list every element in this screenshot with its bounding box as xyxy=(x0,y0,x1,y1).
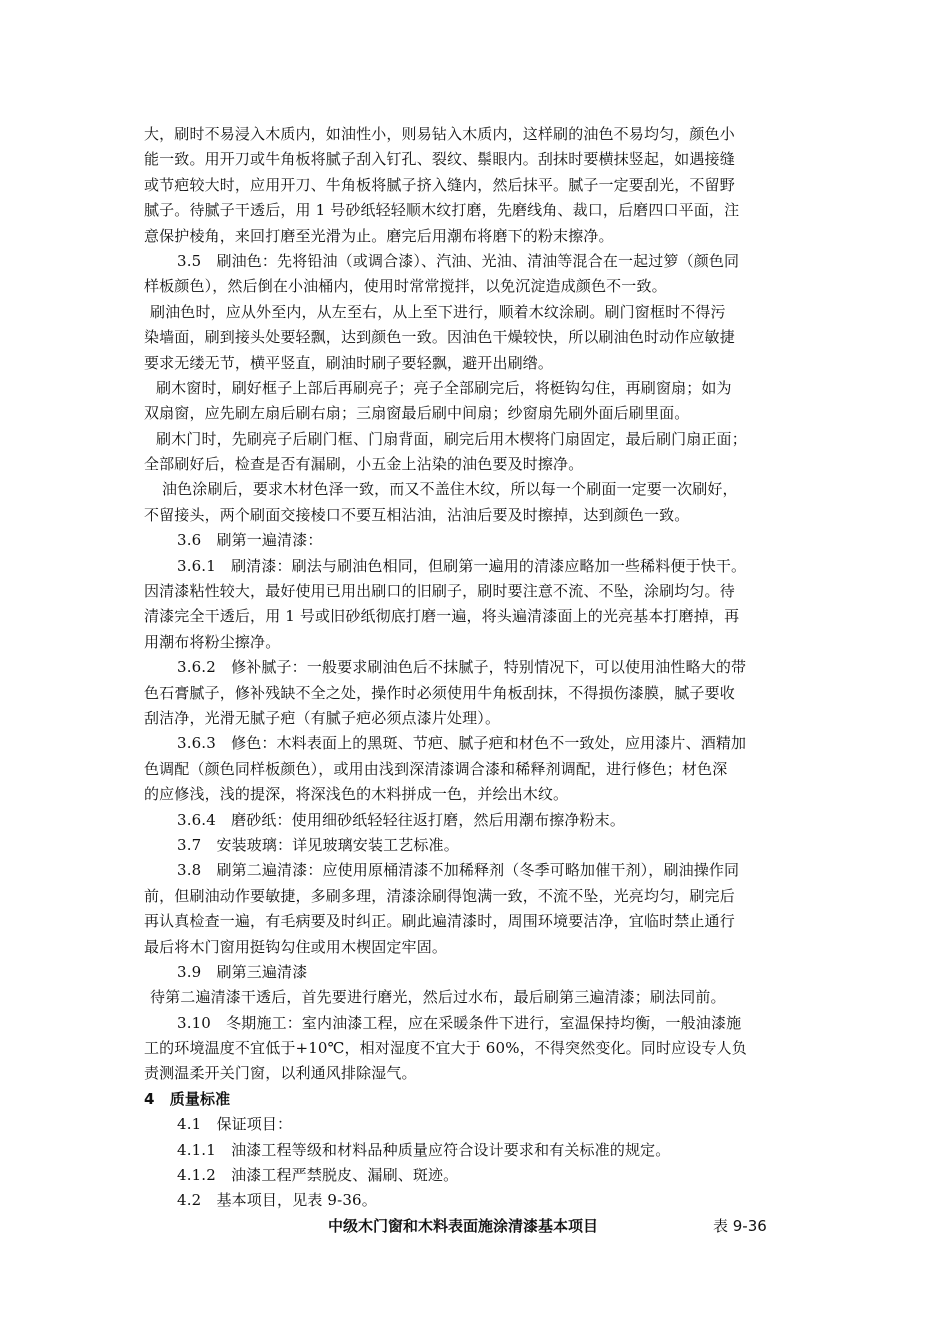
text-line: 油色涂刷后，要求木材色泽一致，而又不盖住木纹，所以每一个刷面一定要一次刷好， xyxy=(162,480,738,499)
text-line: 责测温柔开关门窗，以利通风排除湿气。 xyxy=(144,1064,417,1083)
text-line: 双扇窗，应先刷左扇后刷右扇；三扇窗最后刷中间扇；纱窗扇先刷外面后刷里面。 xyxy=(144,404,690,423)
text-line: 3.6 刷第一遍清漆： xyxy=(177,531,323,550)
text-line: 染墙面，刷到接头处要轻飘，达到颜色一致。因油色干燥较快，所以刷油色时动作应敏捷 xyxy=(144,328,735,347)
text-line: 因清漆粘性较大，最好使用已用出刷口的旧刷子，刷时要注意不流、不坠，涂刷均匀。待 xyxy=(144,582,735,601)
text-line: 3.6.1 刷清漆：刷法与刷油色相同，但刷第一遍用的清漆应略加一些稀料便于快干。 xyxy=(177,556,747,575)
text-line: 3.6.2 修补腻子：一般要求刷油色后不抹腻子，特别情况下，可以使用油性略大的带 xyxy=(177,658,747,677)
text-line: 清漆完全干透后，用 1 号或旧砂纸彻底打磨一遍，将头遍清漆面上的光亮基本打磨掉，再 xyxy=(144,607,740,626)
table-title: 中级木门窗和木料表面施涂清漆基本项目 xyxy=(328,1216,599,1235)
text-line: 3.9 刷第三遍清漆 xyxy=(177,962,308,981)
text-line: 4.1.1 油漆工程等级和材料品种质量应符合设计要求和有关标准的规定。 xyxy=(177,1140,671,1159)
text-line: 最后将木门窗用挺钩勾住或用木楔固定牢固。 xyxy=(144,937,448,956)
text-line: 用潮布将粉尘擦净。 xyxy=(144,632,281,651)
text-line: 3.6.3 修色：木料表面上的黑斑、节疤、腻子疤和材色不一致处，应用漆片、酒精加 xyxy=(177,734,747,753)
text-line: 刷木门时，先刷亮子后刷门框、门扇背面，刷完后用木楔将门扇固定，最后刷门扇正面； xyxy=(156,429,747,448)
text-line: 4.1 保证项目： xyxy=(177,1115,293,1134)
text-line: 4.2 基本项目，见表 9-36。 xyxy=(177,1191,377,1210)
text-line: 色石膏腻子，修补残缺不全之处，操作时必须使用牛角板刮抹，不得损伤漆膜，腻子要收 xyxy=(144,683,735,702)
section-heading: 4 质量标准 xyxy=(144,1089,231,1108)
text-line: 要求无缕无节，横平竖直，刷油时刷子要轻飘，避开出刷绺。 xyxy=(144,353,554,372)
text-line: 的应修浅，浅的提深，将深浅色的木料拼成一色，并绘出木纹。 xyxy=(144,785,569,804)
text-line: 工的环境温度不宜低于+10℃，相对湿度不宜大于 60%，不得突然变化。同时应设专人负 xyxy=(144,1039,747,1058)
text-line: 前，但刷油动作要敏捷，多刷多理，清漆涂刷得饱满一致，不流不坠，光亮均匀，刷完后 xyxy=(144,886,735,905)
text-line: 刷油色时，应从外至内，从左至右，从上至下进行，顺着木纹涂刷。刷门窗框时不得污 xyxy=(150,302,726,321)
text-line: 不留接头，两个刷面交接棱口不要互相沾油，沾油后要及时擦掉，达到颜色一致。 xyxy=(144,505,690,524)
table-number: 表 9-36 xyxy=(713,1216,767,1235)
text-line: 意保护棱角，来回打磨至光滑为止。磨完后用潮布将磨下的粉末擦净。 xyxy=(144,226,614,245)
text-line: 3.5 刷油色：先将铅油（或调合漆）、汽油、光油、清油等混合在一起过箩（颜色同 xyxy=(177,251,740,270)
text-line: 大，刷时不易浸入木质内，如油性小，则易钻入木质内，这样刷的油色不易均匀，颜色小 xyxy=(144,125,735,143)
document-body xyxy=(144,122,824,1239)
text-line: 3.7 安装玻璃：详见玻璃安装工艺标准。 xyxy=(177,835,459,854)
text-line: 待第二遍清漆干透后，首先要进行磨光，然后过水布，最后刷第三遍清漆；刷法同前。 xyxy=(150,988,726,1007)
text-line: 能一致。用开刀或牛角板将腻子刮入钉孔、裂纹、鬃眼内。刮抹时要横抹竖起，如遇接缝 xyxy=(144,150,735,169)
text-line: 3.6.4 磨砂纸：使用细砂纸轻轻往返打磨，然后用潮布擦净粉末。 xyxy=(177,810,625,829)
text-line: 样板颜色），然后倒在小油桶内，使用时常常搅拌，以免沉淀造成颜色不一致。 xyxy=(144,277,667,296)
text-line: 4.1.2 油漆工程严禁脱皮、漏刷、斑迹。 xyxy=(177,1166,459,1185)
text-line: 刷木窗时，刷好框子上部后再刷亮子；亮子全部刷完后，将梃钩勾住，再刷窗扇；如为 xyxy=(156,378,732,397)
text-line: 刮洁净，光滑无腻子疤（有腻子疤必须点漆片处理）。 xyxy=(144,708,501,727)
text-line: 或节疤较大时，应用开刀、牛角板将腻子挤入缝内，然后抹平。腻子一定要刮光，不留野 xyxy=(144,175,735,194)
text-line: 3.10 冬期施工：室内油漆工程，应在采暖条件下进行，室温保持均衡，一般油漆施 xyxy=(177,1013,742,1032)
text-line: 全部刷好后，检查是否有漏刷，小五金上沾染的油色要及时擦净。 xyxy=(144,455,584,474)
text-line: 腻子。待腻子干透后，用 1 号砂纸轻轻顺木纹打磨，先磨线角、裁口，后磨四口平面，注 xyxy=(144,201,740,220)
text-line: 3.8 刷第二遍清漆：应使用原桶清漆不加稀释剂（冬季可略加催干剂），刷油操作同 xyxy=(177,861,740,880)
table-caption xyxy=(144,1214,824,1239)
text-line: 色调配（颜色同样板颜色），或用由浅到深清漆调合漆和稀释剂调配，进行修色；材色深 xyxy=(144,759,728,778)
text-line: 再认真检查一遍，有毛病要及时纠正。刷此遍清漆时，周围环境要洁净，宜临时禁止通行 xyxy=(144,912,735,931)
